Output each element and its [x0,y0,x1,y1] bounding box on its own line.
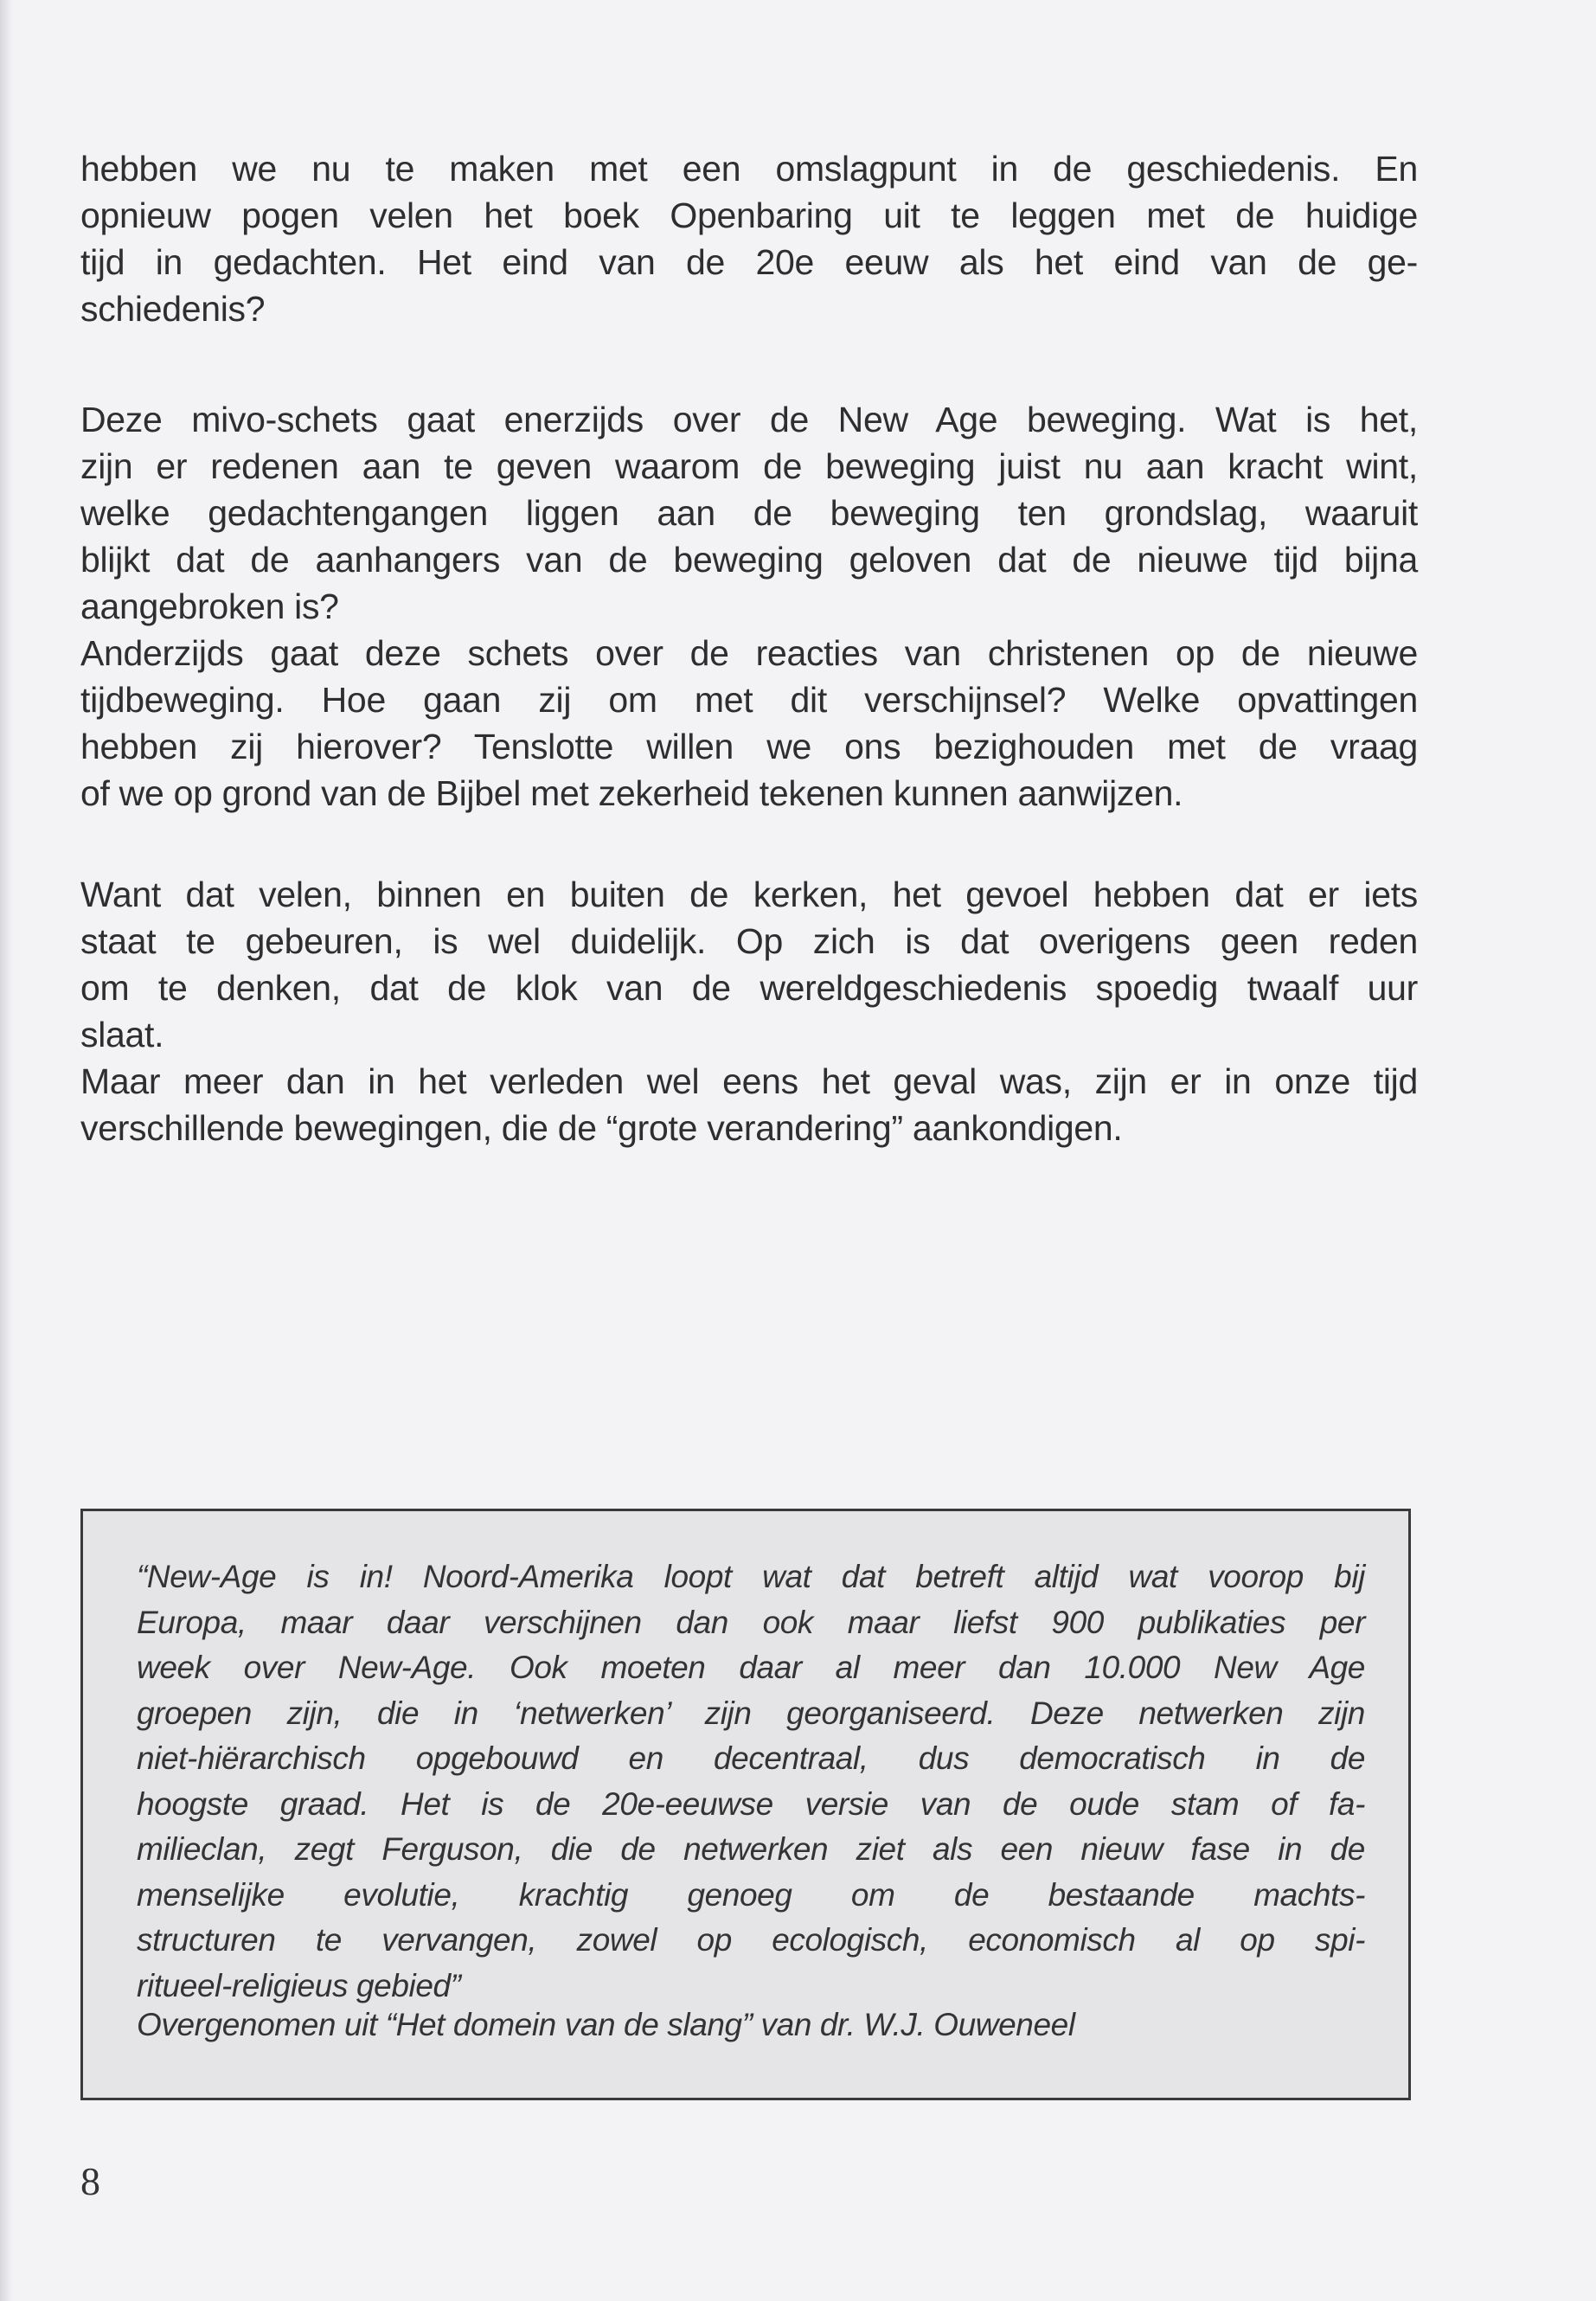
text-line: Deze mivo-schets gaat enerzijds over de New Age beweging. Wat is het, [80,400,1418,439]
text-line: schiedenis? [80,289,266,329]
text-line: hoogste graad. Het is de 20e-eeuwse versie van de oude stam of fa- [137,1785,1365,1822]
text-line: hebben we nu te maken met een omslagpunt in de geschiedenis. En [80,149,1418,189]
text-line: Want dat velen, binnen en buiten de kerken, het gevoel hebben dat er iets [80,875,1418,914]
text-line: staat te gebeuren, is wel duidelijk. Op zich is dat overigens geen reden [80,921,1418,961]
text-line: slaat. [80,1015,164,1054]
quote-text [137,1554,1365,2009]
text-line: Anderzijds gaat deze schets over de reacties van christenen op de nieuwe [80,633,1418,673]
text-line: opnieuw pogen velen het boek Openbaring uit te leggen met de huidige [80,195,1418,235]
text-line: Maar meer dan in het verleden wel eens het geval was, zijn er in onze tijd [80,1061,1418,1101]
text-line: of we op grond van de Bijbel met zekerheid tekenen kunnen aanwijzen. [80,773,1183,813]
text-line: week over New-Age. Ook moeten daar al meer dan 10.000 New Age [137,1650,1365,1685]
page-edge-shadow [0,0,12,2301]
text-line: milieclan, zegt Ferguson, die de netwerken ziet als een nieuw fase in de [137,1831,1365,1867]
text-line: aangebroken is? [80,586,339,626]
text-line: “New-Age is in! Noord-Amerika loopt wat dat betreft altijd wat voorop bij [137,1559,1365,1594]
text-line: hebben zij hierover? Tenslotte willen we ons bezighouden met de vraag [80,727,1418,766]
quote-box [80,1509,1411,2100]
text-line: tijd in gedachten. Het eind van de 20e eeuw als het eind van de ge- [80,242,1418,282]
text-line: groepen zijn, die in ‘netwerken’ zijn georganiseerd. Deze netwerken zijn [137,1695,1365,1731]
paragraph-intro [80,145,1418,332]
quote-attribution: Overgenomen uit “Het domein van de slang” van dr. W.J. Ouweneel [137,2007,1075,2042]
text-line: Europa, maar daar verschijnen dan ook maar liefst 900 publikaties per [137,1604,1365,1640]
text-line: tijdbeweging. Hoe gaan zij om met dit verschijnsel? Welke opvattingen [80,680,1418,720]
text-line: menselijke evolutie, krachtig genoeg om de bestaande machts- [137,1876,1365,1913]
text-line: om te denken, dat de klok van de wereldgeschiedenis spoedig twaalf uur [80,968,1418,1008]
paragraph-signs [80,871,1418,1151]
page-number: 8 [80,2159,100,2203]
text-line: ritueel-religieus gebied” [137,1967,461,2003]
text-line: niet-hiërarchisch opgebouwd en decentraal, dus democratisch in de [137,1740,1365,1776]
text-line: zijn er redenen aan te geven waarom de beweging juist nu aan kracht wint, [80,446,1418,486]
text-line: verschillende bewegingen, die de “grote verandering” aankondigen. [80,1108,1123,1148]
text-line: welke gedachtengangen liggen aan de beweging ten grondslag, waaruit [80,493,1418,533]
paragraph-new-age [80,396,1418,817]
text-line: blijkt dat de aanhangers van de beweging geloven dat de nieuwe tijd bijna [80,540,1418,580]
text-line: structuren te vervangen, zowel op ecologisch, economisch al op spi- [137,1922,1365,1958]
